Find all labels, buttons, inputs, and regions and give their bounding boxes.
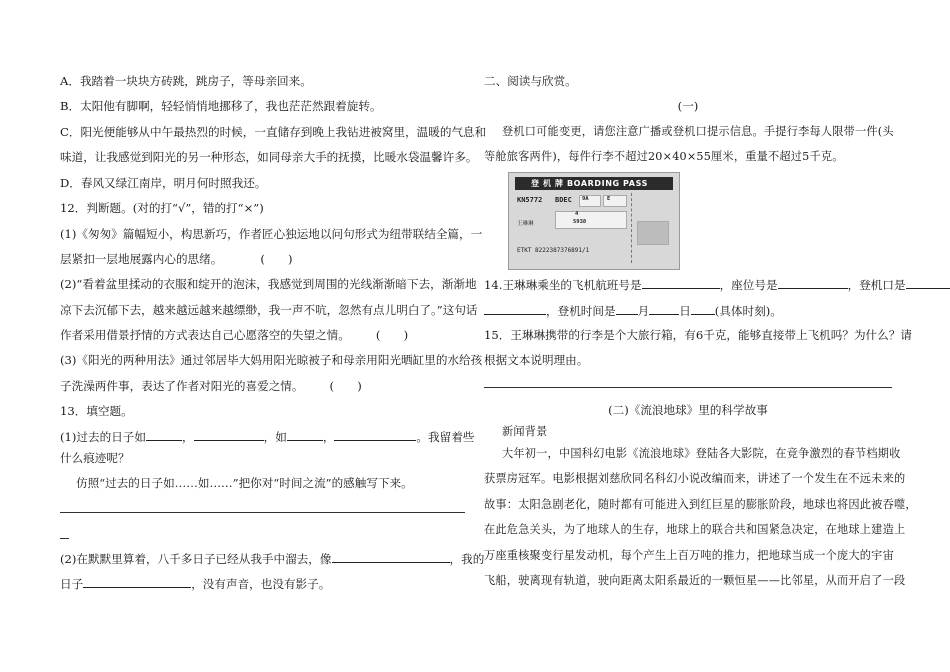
news-line2: 获票房冠军。电影根据刘慈欣同名科幻小说改编而来，讲述了一个发生在不远未来的 [484, 472, 906, 485]
option-d: D．春风又绿江南岸，明月何时照我还。 [60, 176, 267, 190]
q14-text: 月 [637, 304, 650, 318]
pass-passenger-name: 王琳琳 [517, 221, 534, 227]
q13-sep: ， [182, 430, 194, 444]
news-line1: 大年初一，中国科幻电影《流浪地球》登陆各大影院，在竞争激烈的春节档期收 [502, 447, 901, 460]
news-line4: 在此危急关头，为了地球人的生存，地球上的联合共和国紧急决定，在地球上建造上 [484, 523, 906, 536]
q14-text: ，座位号是 [719, 278, 778, 292]
pass-flight-no: KN5772 [517, 196, 543, 204]
q15-line1: 15．王琳琳携带的行李是个大旅行箱，有6千克，能够直接带上飞机吗？为什么？请 [484, 328, 912, 342]
q13-item2-suffix2: ，没有声音，也没有影子。 [191, 577, 331, 591]
section-title: 二、阅读与欣赏。 [484, 74, 577, 88]
q12-item1-line1: (1)《匆匆》篇幅短小，构思新巧，作者匠心独运地以问句形式为纽带联结全篇，一 [60, 227, 483, 241]
q12-item2-line1: (2)“看着盆里揉动的衣服和绽开的泡沫，我感觉到周围的光线渐渐暗下去，渐渐地 [60, 277, 477, 291]
pass-class: E [607, 196, 611, 202]
option-b: B．太阳他有脚啊，轻轻悄悄地挪移了，我也茫茫然跟着旋转。 [60, 99, 382, 113]
boarding-pass-image [508, 172, 680, 270]
boarding-pass-title: 登 机 牌 BOARDING PASS [531, 179, 648, 188]
q13-item2-line1 [60, 550, 484, 567]
blank-line[interactable] [642, 276, 720, 289]
boarding-pass-header [515, 177, 673, 190]
q12-item3-line1: (3)《阳光的两种用法》通过邻居毕大妈用阳光晾被子和母亲用阳光晒缸里的水给孩 [60, 353, 483, 367]
q14-text: 14.王琳琳乘坐的飞机航班号是 [484, 278, 642, 292]
notice-line2: 等舱旅客两件)，每件行李不超过20×40×55厘米，重量不超过5千克。 [484, 150, 844, 163]
q13-imitation-prompt: 仿照“过去的日子如……如……”把你对“时间之流”的感触写下来。 [76, 476, 413, 490]
blank-line[interactable] [194, 428, 264, 441]
question-13-title: 13．填空题。 [60, 404, 133, 418]
notice-line1: 登机口可能变更，请您注意广播或登机口提示信息。手提行李每人限带一件(头 [502, 125, 894, 138]
part-two-heading: (二)《流浪地球》里的科学故事 [608, 403, 768, 417]
q14-text: ，登机口是 [847, 278, 906, 292]
blank-line[interactable] [778, 276, 848, 289]
pass-gate: 4 [575, 211, 579, 217]
question-12-title: 12．判断题。(对的打“√”，错的打“×”) [60, 201, 264, 215]
answer-line-end[interactable] [60, 538, 69, 539]
q12-item3-line2 [60, 378, 362, 394]
q12-item3-text: 子洗澡两件事，表达了作者对阳光的喜爱之情。 [60, 379, 304, 393]
blank-line[interactable] [691, 302, 715, 315]
option-c-line2: 味道，让我感觉到阳光的另一种形态，如同母亲大手的抚摸，比暖水袋温馨许多。 [60, 150, 478, 164]
q13-item2-prefix2: 日子 [60, 577, 84, 591]
option-c-line1: C．阳光便能够从中午最热烈的时候，一直储存到晚上我钻进被窝里，温暖的气息和 [60, 125, 487, 139]
q14-line1 [484, 276, 950, 293]
pass-number: 5938 [573, 219, 587, 225]
news-line5: 万座重核聚变行星发动机，每个产生上百万吨的推力，把地球当成一个庞大的宇宙 [484, 549, 894, 562]
option-a: A．我踏着一块块方砖跳，跳房子，等母亲回来。 [60, 74, 312, 88]
blank-line[interactable] [287, 428, 323, 441]
q13-sep: ， [322, 430, 335, 444]
q13-item1-line1 [60, 428, 474, 445]
blank-line[interactable] [83, 575, 191, 588]
pass-code: BDEC [555, 196, 572, 204]
pass-seat: 9A [582, 196, 589, 202]
q14-text: (具体时刻)。 [714, 304, 782, 318]
q13-item2-prefix: (2)在默默里算着，八千多日子已经从我手中溜去，像 [60, 552, 332, 566]
q12-item2-line2: 凉下去沉郁下去，越来越远越来越缥缈，我一声不吭，忽然有点儿明白了。”这句话 [60, 303, 478, 317]
part-one-heading: (一) [677, 99, 699, 113]
pass-stamp [637, 221, 669, 245]
blank-line[interactable] [334, 428, 416, 441]
q12-item3-answer-paren[interactable]: ( ) [329, 379, 362, 393]
q13-item1-line2: 什么痕迹呢？ [60, 451, 130, 465]
q14-text: ，登机时间是 [546, 304, 616, 318]
pass-field-box [555, 211, 627, 229]
q13-item2-line2 [60, 575, 330, 592]
q12-item2-line3 [60, 327, 408, 343]
q12-item2-text: 作者采用借景抒情的方式表达自己心愿落空的失望之情。 [60, 328, 350, 342]
news-line6: 飞船，驶离现有轨道，驶向距离太阳系最近的一颗恒星——比邻星，从而开启了一段 [484, 574, 906, 587]
blank-line[interactable] [146, 428, 182, 441]
q12-item2-answer-paren[interactable]: ( ) [375, 328, 409, 342]
blank-line[interactable] [484, 302, 546, 315]
q12-item1-line2 [60, 251, 293, 267]
q12-item1-answer-paren[interactable]: ( ) [260, 252, 293, 266]
news-line3: 故事：太阳急剧老化，随时都有可能进入到红巨星的膨胀阶段，地球也将因此被吞噬， [484, 498, 917, 511]
blank-line[interactable] [616, 302, 638, 315]
q12-item1-text: 层紧扣一层地展露内心的思绪。 [60, 252, 223, 266]
pass-ticket-number: ETKT 8222387376891/1 [517, 247, 590, 254]
answer-line[interactable] [484, 387, 892, 388]
q15-line2: 根据文本说明理由。 [484, 353, 589, 367]
q13-item1-prefix: (1)过去的日子如 [60, 430, 146, 444]
blank-line[interactable] [649, 302, 679, 315]
q13-item1-suffix: 。我留着些 [416, 430, 475, 444]
q14-line2 [484, 302, 782, 319]
blank-line[interactable] [332, 550, 450, 563]
q13-item2-suffix: ，我的 [449, 552, 485, 566]
answer-line[interactable] [60, 512, 465, 513]
q14-text: 日 [679, 304, 691, 318]
news-background-label: 新闻背景 [502, 425, 548, 438]
q13-sep: ，如 [263, 430, 287, 444]
blank-line[interactable] [906, 276, 950, 289]
